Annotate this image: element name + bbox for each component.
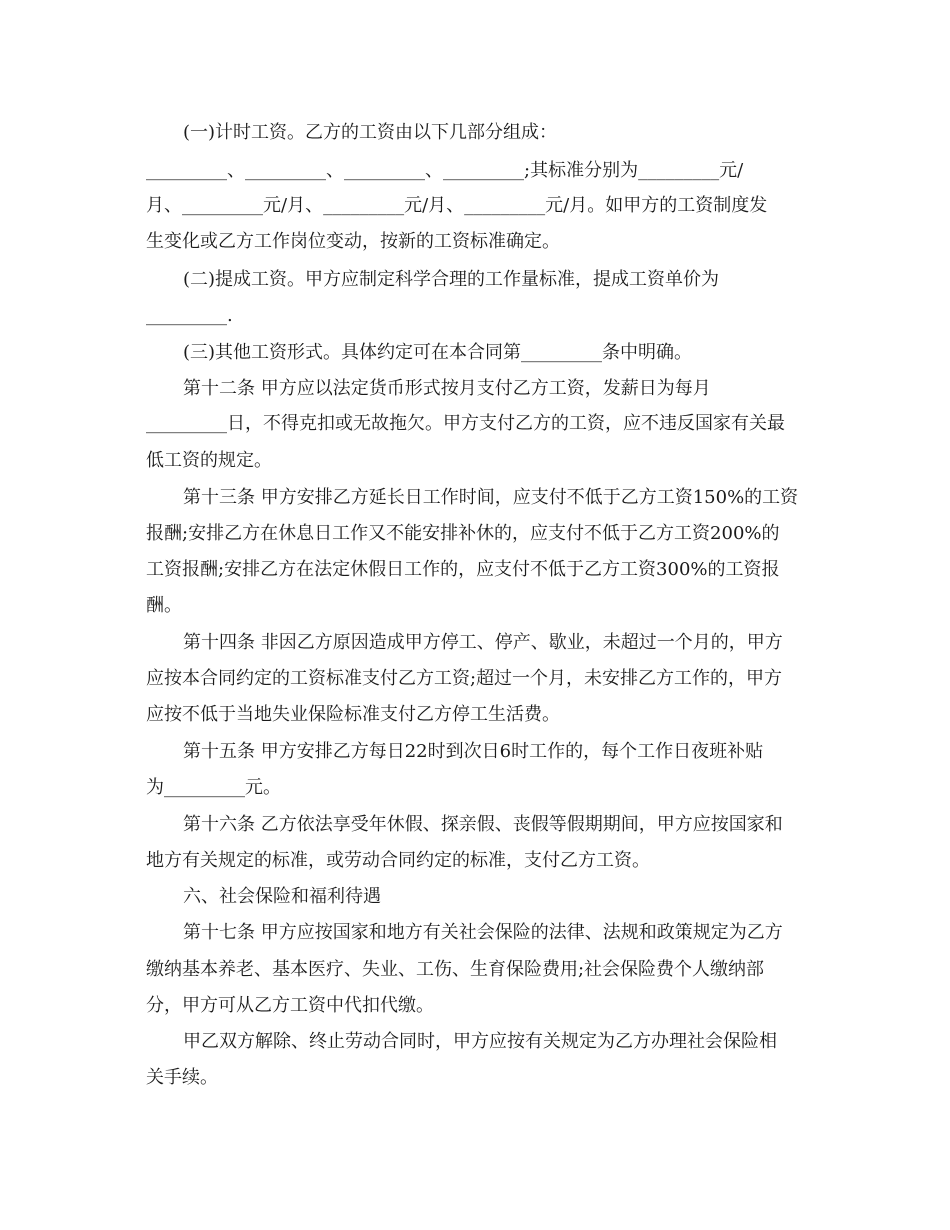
paragraph-line: _________. <box>146 305 233 326</box>
paragraph-line: 第十三条 甲方安排乙方延长日工作时间，应支付不低于乙方工资150%的工资 <box>183 487 799 508</box>
paragraph-line: 为_________元。 <box>146 777 281 798</box>
paragraph-line: 第十五条 甲方安排乙方每日22时到次日6时工作的，每个工作日夜班补贴 <box>183 741 764 762</box>
paragraph-line: 甲乙双方解除、终止劳动合同时，甲方应按有关规定为乙方办理社会保险相 <box>183 1031 777 1052</box>
paragraph-line: 应按本合同约定的工资标准支付乙方工资;超过一个月，未安排乙方工作的，甲方 <box>146 668 783 689</box>
paragraph-line: 酬。 <box>146 595 182 616</box>
paragraph-line: 关手续。 <box>146 1067 218 1088</box>
paragraph-line: 生变化或乙方工作岗位变动，按新的工资标准确定。 <box>146 231 560 252</box>
paragraph-line: 第十七条 甲方应按国家和地方有关社会保险的法律、法规和政策规定为乙方 <box>183 922 783 943</box>
paragraph-line: 报酬;安排乙方在休息日工作又不能安排补休的，应支付不低于乙方工资200%的 <box>146 523 780 544</box>
paragraph-line: 第十四条 非因乙方原因造成甲方停工、停产、歇业，未超过一个月的，甲方 <box>183 632 783 653</box>
paragraph-line: 缴纳基本养老、基本医疗、失业、工伤、生育保险费用;社会保险费个人缴纳部 <box>146 959 765 980</box>
paragraph-line: 工资报酬;安排乙方在法定休假日工作的，应支付不低于乙方工资300%的工资报 <box>146 559 780 580</box>
paragraph-line: _________、_________、_________、_________;其标准分别为_________元/ <box>146 160 744 181</box>
paragraph-line: _________日，不得克扣或无故拖欠。甲方支付乙方的工资，应不违反国家有关最 <box>146 413 785 434</box>
paragraph-line: 第十二条 甲方应以法定货币形式按月支付乙方工资，发薪日为每月 <box>183 378 711 399</box>
paragraph-line: 低工资的规定。 <box>146 450 272 471</box>
paragraph-line: 地方有关规定的标准，或劳动合同约定的标准，支付乙方工资。 <box>146 850 650 871</box>
paragraph-line: (三)其他工资形式。具体约定可在本合同第_________条中明确。 <box>183 342 693 363</box>
paragraph-line: 月、_________元/月、_________元/月、_________元/月。如甲方的工资制度发 <box>146 195 768 216</box>
paragraph-line: (二)提成工资。甲方应制定科学合理的工作量标准，提成工资单价为 <box>183 269 720 290</box>
paragraph-line: 分，甲方可从乙方工资中代扣代缴。 <box>146 995 434 1016</box>
paragraph-line: 第十六条 乙方依法享受年休假、探亲假、丧假等假期期间，甲方应按国家和 <box>183 814 783 835</box>
paragraph-line: 应按不低于当地失业保险标准支付乙方停工生活费。 <box>146 704 560 725</box>
section-heading: 六、社会保险和福利待遇 <box>183 886 381 907</box>
paragraph-line: (一)计时工资。乙方的工资由以下几部分组成： <box>183 122 558 143</box>
